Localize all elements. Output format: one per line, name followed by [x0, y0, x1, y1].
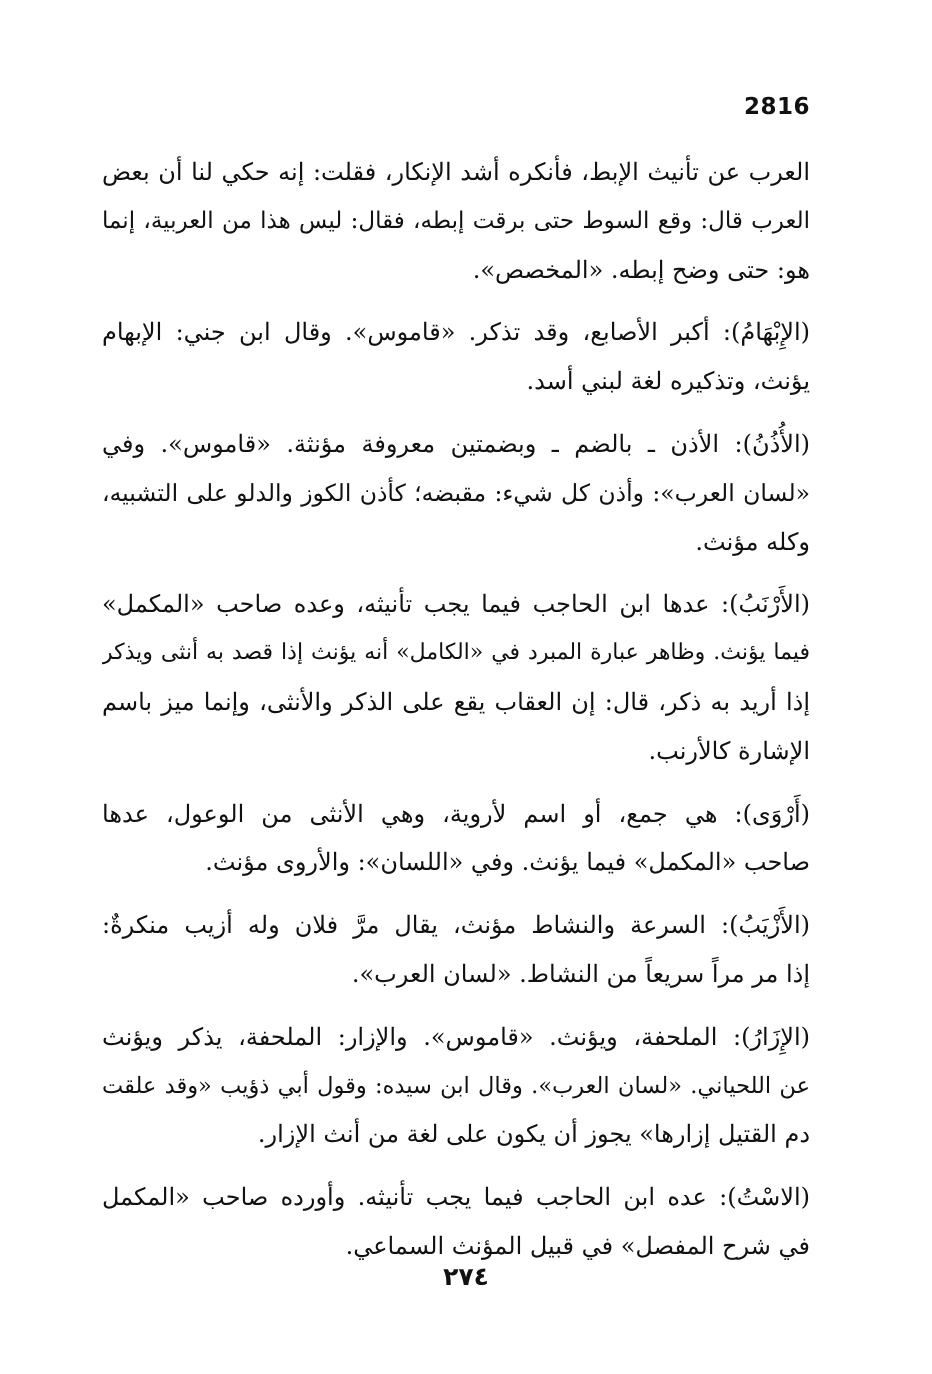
text-line: فيما يؤنث. وظاهر عبارة المبرد في «الكامل» أنه يؤنث إذا قصد به أنثى ويذكر [102, 640, 810, 666]
text-line: الإشارة كالأرنب. [648, 736, 810, 765]
text-line: عن اللحياني. «لسان العرب». وقال ابن سيده: وقول أبي ذؤيب «وقد علقت [102, 1072, 810, 1099]
text-line: وكله مؤنث. [695, 527, 810, 556]
text-line: إذا أريد به ذكر، قال: إن العقاب يقع على الذكر والأنثى، وإنما ميز باسم [102, 687, 810, 716]
text-line: العرب عن تأنيث الإبط، فأنكره أشد الإنكار، فقلت: إنه حكي لنا أن بعض [102, 158, 810, 186]
text-line: (الأَرْنَبُ): عدها ابن الحاجب فيما يجب تأنيثه، وعده صاحب «المكمل» [102, 590, 810, 619]
paragraph-udhun [102, 420, 810, 566]
paragraph-azyab [102, 901, 810, 999]
text-line: في شرح المفصل» في قبيل المؤنث السماعي. [345, 1231, 810, 1260]
text-line: (الإِبْهَامُ): أكبر الأصابع، وقد تذكر. «قاموس». وقال ابن جني: الإبهام [102, 318, 810, 347]
text-line: يؤنث، وتذكيره لغة لبني أسد. [526, 367, 810, 396]
paragraph-ibt-continuation [102, 148, 810, 294]
printed-page-number: ٢٧٤ [443, 1262, 489, 1291]
text-line: (الأُذُنُ): الأذن ـ بالضم ـ وبضمتين معروفة مؤنثة. «قاموس». وفي [102, 429, 810, 458]
paragraph-ibham [102, 308, 810, 406]
text-line: (أَرْوَى): هي جمع، أو اسم لأروية، وهي الأنثى من الوعول، عدها [102, 799, 810, 828]
text-line: العرب قال: وقع السوط حتى برقت إبطه، فقال: ليس هذا من العربية، إنما [102, 207, 810, 234]
paragraph-izar [102, 1013, 810, 1159]
text-line: (الاسْتُ): عده ابن الحاجب فيما يجب تأنيثه. وأورده صاحب «المكمل [102, 1183, 810, 1212]
text-line: صاحب «المكمل» فيما يؤنث. وفي «اللسان»: والأروى مؤنث. [205, 848, 810, 877]
text-line: هو: حتى وضح إبطه. «المخصص». [472, 255, 810, 284]
paragraph-arnab [102, 580, 810, 775]
text-line: (الأَزْيَبُ): السرعة والنشاط مؤنث، يقال مرَّ فلان وله أزيب منكرةٌ: [102, 911, 810, 940]
text-line: (الإِزَارُ): الملحفة، ويؤنث. «قاموس». والإزار: الملحفة، يذكر ويؤنث [102, 1022, 810, 1051]
body-text [102, 148, 810, 1271]
paragraph-arwa [102, 790, 810, 888]
paragraph-ist [102, 1173, 810, 1271]
text-line: دم القتيل إزارها» يجوز أن يكون على لغة من أنث الإزار. [257, 1120, 810, 1149]
text-line: إذا مر مراً سريعاً من النشاط. «لسان العرب». [351, 959, 810, 988]
text-line: «لسان العرب»: وأذن كل شيء: مقبضه؛ كأذن الكوز والدلو على التشبيه، [102, 478, 810, 507]
running-page-number: 2816 [743, 94, 810, 120]
